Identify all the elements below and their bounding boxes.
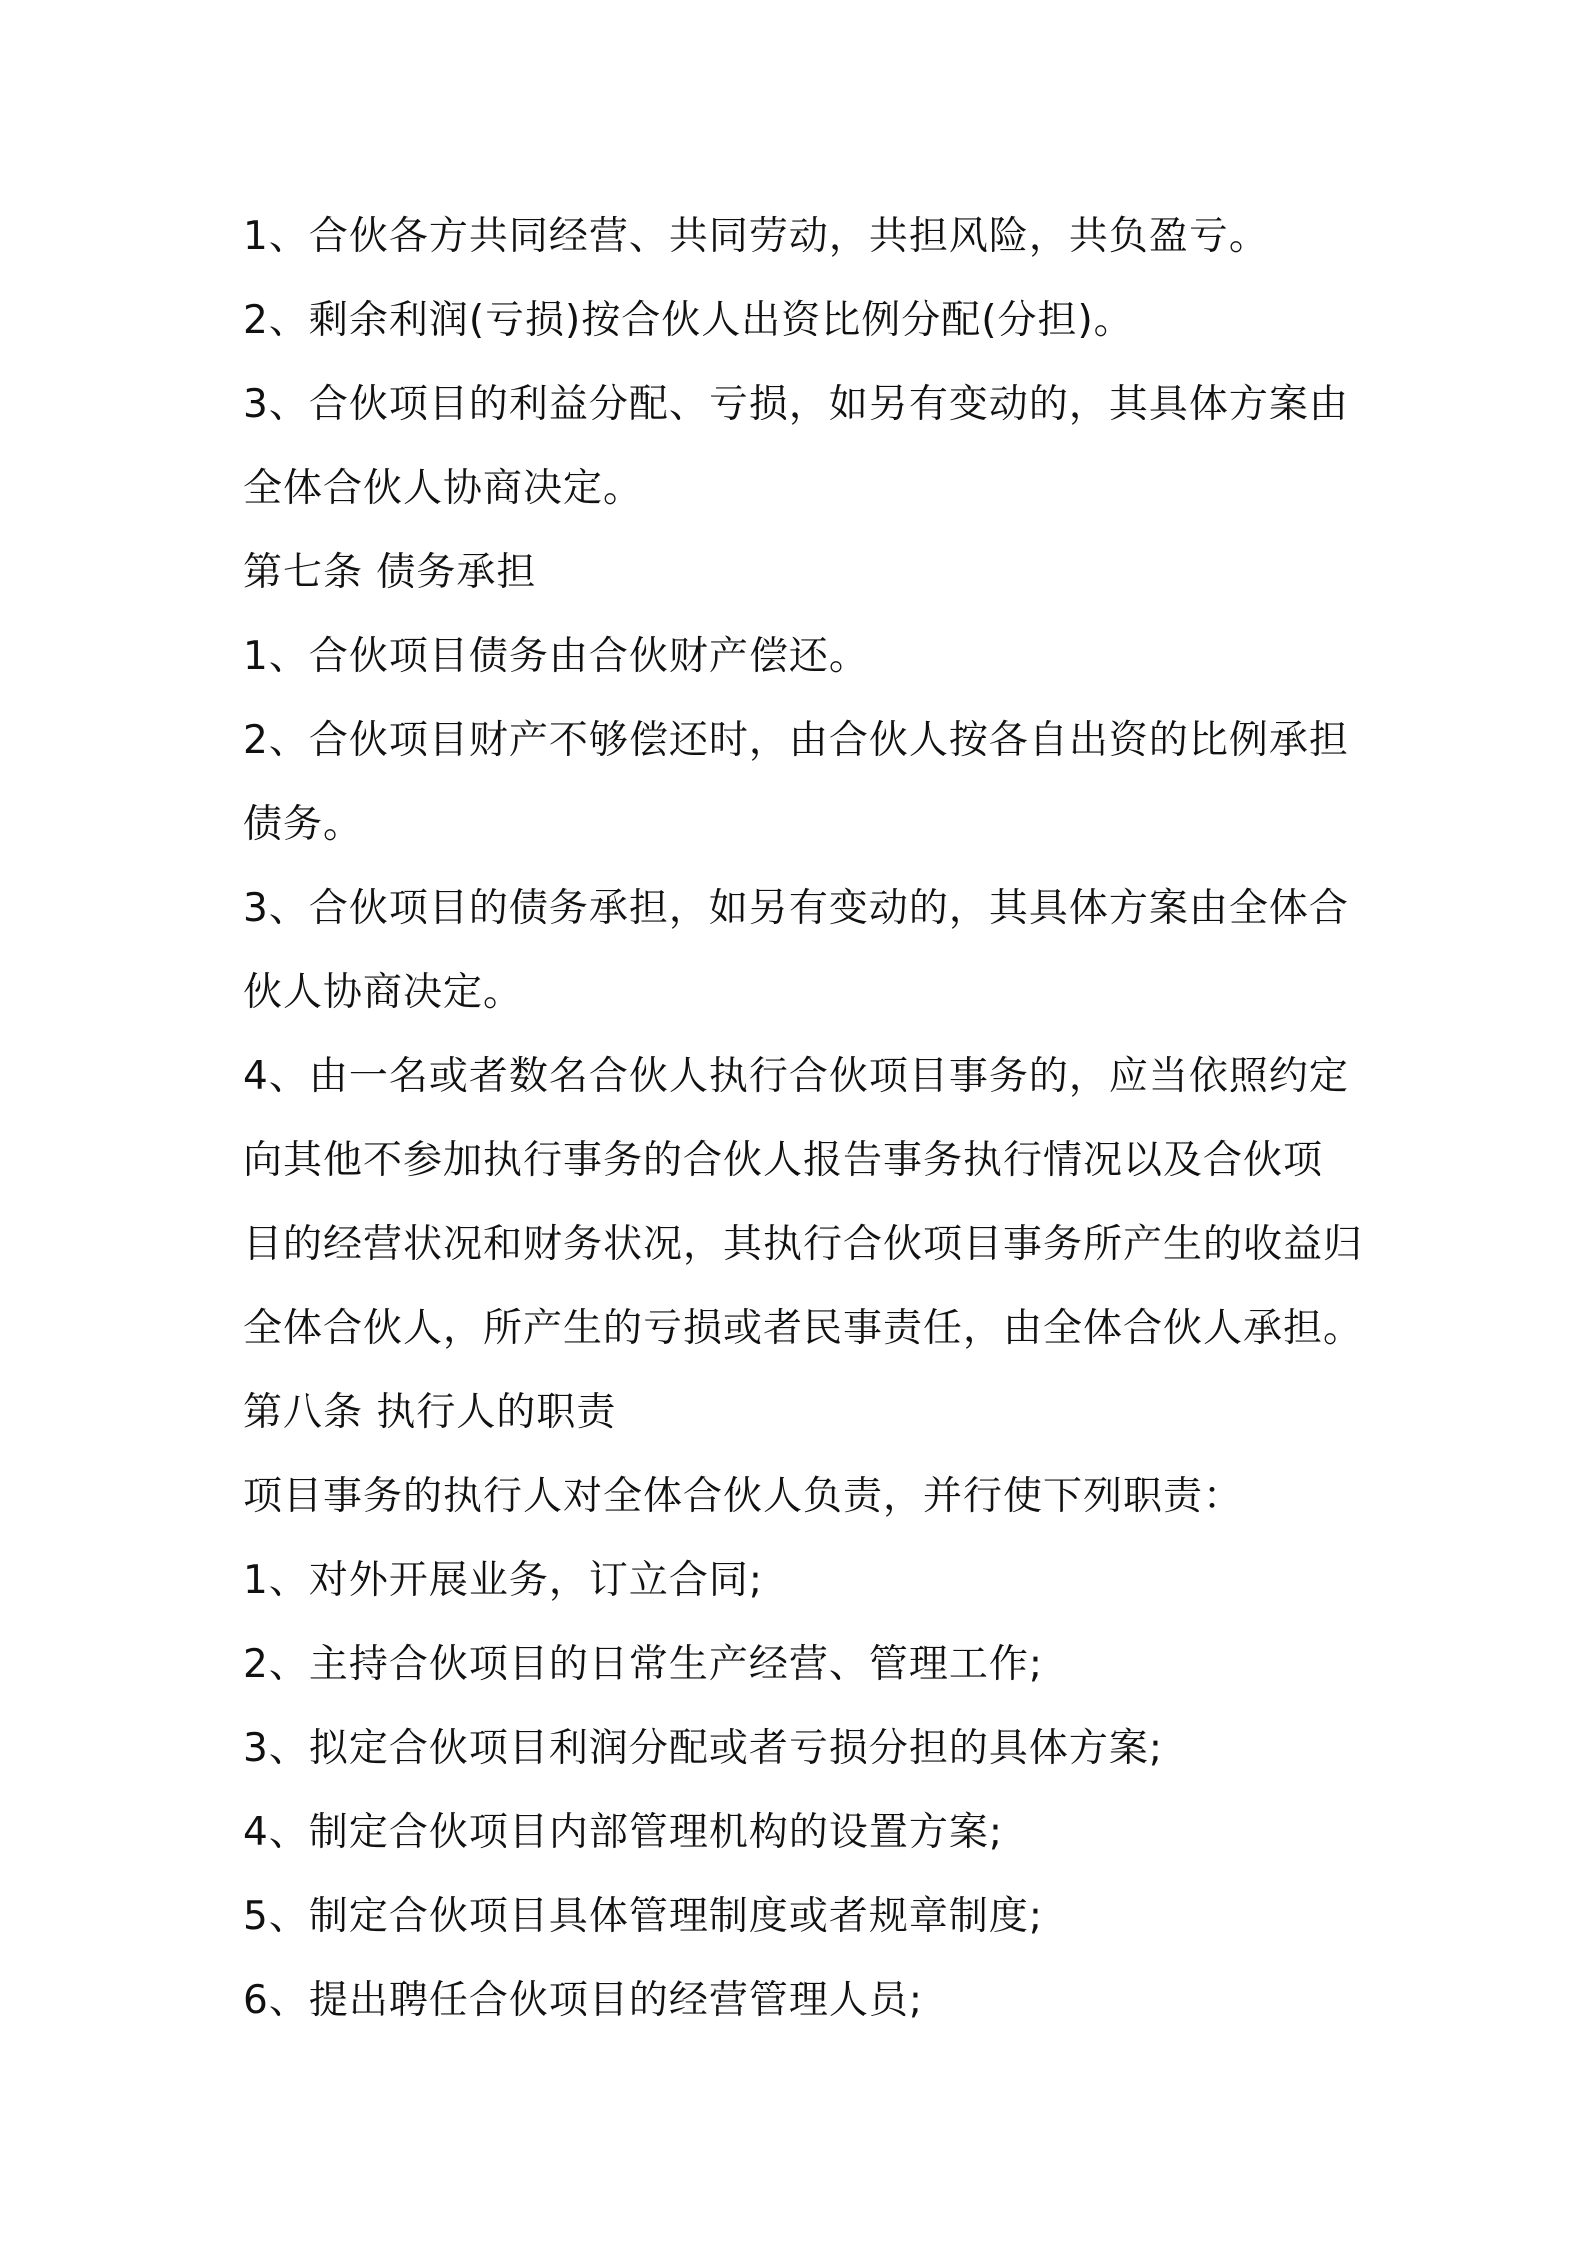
clause-6-item-1: 1、合伙各方共同经营、共同劳动，共担风险，共负盈亏。 bbox=[243, 214, 1269, 259]
clause-6-item-2: 2、剩余利润(亏损)按合伙人出资比例分配(分担)。 bbox=[243, 298, 1134, 343]
clause-8-intro: 项目事务的执行人对全体合伙人负责，并行使下列职责： bbox=[243, 1474, 1244, 1519]
clause-7-item-4-cont-2: 目的经营状况和财务状况，其执行合伙项目事务所产生的收益归 bbox=[243, 1222, 1364, 1267]
clause-8-item-2: 2、主持合伙项目的日常生产经营、管理工作; bbox=[243, 1642, 1043, 1687]
clause-7-item-3: 3、合伙项目的债务承担，如另有变动的，其具体方案由全体合 bbox=[243, 886, 1349, 931]
clause-8-item-4: 4、制定合伙项目内部管理机构的设置方案; bbox=[243, 1810, 1003, 1855]
clause-7-item-2: 2、合伙项目财产不够偿还时，由合伙人按各自出资的比例承担 bbox=[243, 718, 1349, 763]
document-body bbox=[243, 195, 1364, 2043]
clause-7-heading: 第七条 债务承担 bbox=[243, 550, 537, 595]
clause-8-item-6: 6、提出聘任合伙项目的经营管理人员; bbox=[243, 1978, 923, 2023]
clause-6-item-3: 3、合伙项目的利益分配、亏损，如另有变动的，其具体方案由 bbox=[243, 382, 1349, 427]
clause-8-item-3: 3、拟定合伙项目利润分配或者亏损分担的具体方案; bbox=[243, 1726, 1163, 1771]
clause-7-item-2-cont: 债务。 bbox=[243, 802, 364, 847]
clause-6-item-3-cont: 全体合伙人协商决定。 bbox=[243, 466, 644, 511]
clause-7-item-4: 4、由一名或者数名合伙人执行合伙项目事务的，应当依照约定 bbox=[243, 1054, 1349, 1099]
clause-7-item-3-cont: 伙人协商决定。 bbox=[243, 970, 524, 1015]
clause-8-item-5: 5、制定合伙项目具体管理制度或者规章制度; bbox=[243, 1894, 1043, 1939]
clause-7-item-4-cont-3: 全体合伙人，所产生的亏损或者民事责任，由全体合伙人承担。 bbox=[243, 1306, 1364, 1351]
clause-7-item-4-cont-1: 向其他不参加执行事务的合伙人报告事务执行情况以及合伙项 bbox=[243, 1138, 1324, 1183]
clause-8-item-1: 1、对外开展业务，订立合同; bbox=[243, 1558, 763, 1603]
clause-8-heading: 第八条 执行人的职责 bbox=[243, 1390, 617, 1435]
clause-7-item-1: 1、合伙项目债务由合伙财产偿还。 bbox=[243, 634, 869, 679]
